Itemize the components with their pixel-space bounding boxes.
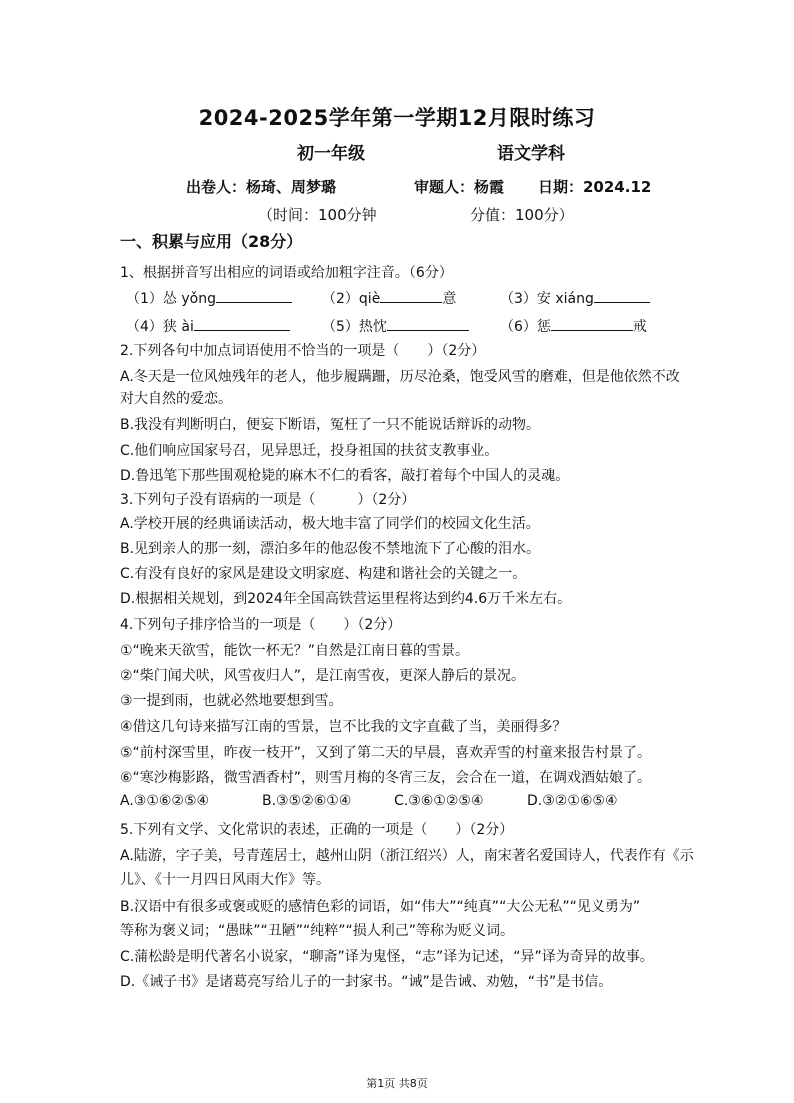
q5-option-d: D.《诫子书》是诸葛亮写给儿子的一封家书。“诫”是告诫、劝勉，“书”是书信。 — [120, 974, 613, 990]
q4-option-a: A.③①⑥②⑤④ — [120, 793, 210, 809]
q5-option-b: B.汉语中有很多或褒或贬的感情色彩的词语，如“伟大”“纯真”“大公无私”“见义勇为” — [120, 899, 641, 915]
q1-item-suffix: 戒 — [632, 319, 647, 335]
q1-item-text: 怂 yǒng — [162, 291, 216, 307]
q1-item-number: （5） — [322, 319, 359, 335]
answer-blank[interactable] — [551, 316, 633, 331]
exam-title: 2024-2025学年第一学期12月限时练习 — [198, 106, 596, 130]
q3-stem: 3.下列句子没有语病的一项是（ ）（2分） — [120, 492, 416, 508]
q4-sentence-1: ①“晚来天欲雪，能饮一杯无？”自然是江南日暮的雪景。 — [120, 643, 470, 659]
q3-option-b: B.见到亲人的那一刻，漂泊多年的他忍俊不禁地流下了心酸的泪水。 — [120, 541, 541, 557]
setters-label: 出卷人：杨琦、周梦璐 — [186, 178, 337, 196]
q2-option-b: B.我没有判断明白，便妄下断语，冤枉了一只不能说话辩诉的动物。 — [120, 417, 541, 433]
answer-blank[interactable] — [216, 288, 292, 303]
q1-item-text: qiè — [358, 291, 381, 307]
q4-sentence-5: ⑤“前村深雪里，昨夜一枝开”，又到了第二天的早晨，喜欢弄雪的村童来报告村景了。 — [120, 745, 652, 761]
q4-sentence-6: ⑥“寒沙梅影路，微雪酒香村”，则雪月梅的冬宵三友，会合在一道，在调戏酒姑娘了。 — [120, 770, 652, 786]
q1-item-number: （1） — [126, 291, 163, 307]
q4-stem: 4.下列句子排序恰当的一项是（ ）（2分） — [120, 617, 402, 633]
reviewer-label: 审题人：杨霞 — [414, 178, 505, 196]
q5-option-a: A.陆游，字子美，号青莲居士，越州山阴（浙江绍兴）人，南宋著名爱国诗人，代表作有《示 — [120, 848, 694, 864]
q1-item — [126, 288, 292, 308]
answer-blank[interactable] — [594, 288, 650, 303]
q3-option-a: A.学校开展的经典诵读活动，极大地丰富了同学们的校园文化生活。 — [120, 516, 540, 532]
q1-item — [500, 288, 650, 308]
q1-item-number: （3） — [500, 291, 537, 307]
q3-option-c: C.有没有良好的家风是建设文明家庭、构建和谐社会的关键之一。 — [120, 566, 527, 582]
q1-item — [322, 316, 469, 336]
score-label: 分值：100分） — [470, 206, 574, 224]
q5-option-a-continued: 儿》、《十一月四日风雨大作》等。 — [120, 872, 330, 888]
q4-sentence-4: ④借这几句诗来描写江南的雪景，岂不比我的文字直截了当，美丽得多？ — [120, 719, 567, 735]
q1-item-number: （4） — [126, 319, 163, 335]
q2-option-a: A.冬天是一位风烛残年的老人，他步履蹒跚，历尽沧桑，饱受风雪的磨难，但是他依然不改 — [120, 369, 680, 385]
answer-blank[interactable] — [194, 316, 290, 331]
q1-item — [500, 316, 647, 336]
q4-sentence-2: ②“柴门闻犬吠，风雪夜归人”，是江南雪夜，更深人静后的景况。 — [120, 668, 526, 684]
q1-item-text: 狭 ài — [162, 319, 194, 335]
q2-option-c: C.他们响应国家号召，见异思迁，投身祖国的扶贫支教事业。 — [120, 443, 499, 459]
q1-stem: 1、根据拼音写出相应的词语或给加粗字注音。（6分） — [120, 265, 453, 281]
date-label: 日期：2024.12 — [538, 178, 652, 196]
q2-stem: 2.下列各句中加点词语使用不恰当的一项是（ ）（2分） — [120, 343, 486, 359]
q1-item — [126, 316, 290, 336]
answer-blank[interactable] — [387, 316, 469, 331]
q5-stem: 5.下列有文学、文化常识的表述，正确的一项是（ ）（2分） — [120, 822, 514, 838]
q3-option-d: D.根据相关规划，到2024年全国高铁营运里程将达到约4.6万千米左右。 — [120, 591, 572, 607]
q4-option-d: D.③②①⑥⑤④ — [527, 793, 618, 809]
q1-item-text: 惩 — [536, 319, 551, 335]
q1-item-suffix: 意 — [442, 291, 457, 307]
q2-option-a-continued: 对大自然的爱恋。 — [120, 391, 232, 407]
section-heading: 一、积累与应用（28分） — [120, 232, 303, 251]
subject-label: 语文学科 — [497, 144, 565, 164]
q1-item-text: 安 xiáng — [536, 291, 594, 307]
grade-label: 初一年级 — [297, 144, 365, 164]
q5-option-c: C.蒲松龄是明代著名小说家，“聊斋”译为鬼怪，“志”译为记述，“异”译为奇异的故事。 — [120, 949, 654, 965]
time-label: （时间：100分钟 — [258, 206, 377, 224]
answer-blank[interactable] — [380, 288, 442, 303]
q1-item-number: （6） — [500, 319, 537, 335]
q2-option-d: D.鲁迅笔下那些围观枪毙的麻木不仁的看客，敲打着每个中国人的灵魂。 — [120, 468, 570, 484]
q4-option-b: B.③⑤②⑥①④ — [262, 793, 352, 809]
q5-option-b-continued: 等称为褒义词；“愚昧”“丑陋”“纯粹”“损人利己”等称为贬义词。 — [120, 923, 515, 939]
q1-item — [322, 288, 456, 308]
q4-sentence-3: ③一提到雨，也就必然地要想到雪。 — [120, 693, 343, 709]
q4-option-c: C.③⑥①②⑤④ — [394, 793, 484, 809]
q1-item-text: 热忱 — [358, 319, 387, 335]
page-footer: 第1页 共8页 — [366, 1077, 428, 1090]
q1-item-number: （2） — [322, 291, 359, 307]
